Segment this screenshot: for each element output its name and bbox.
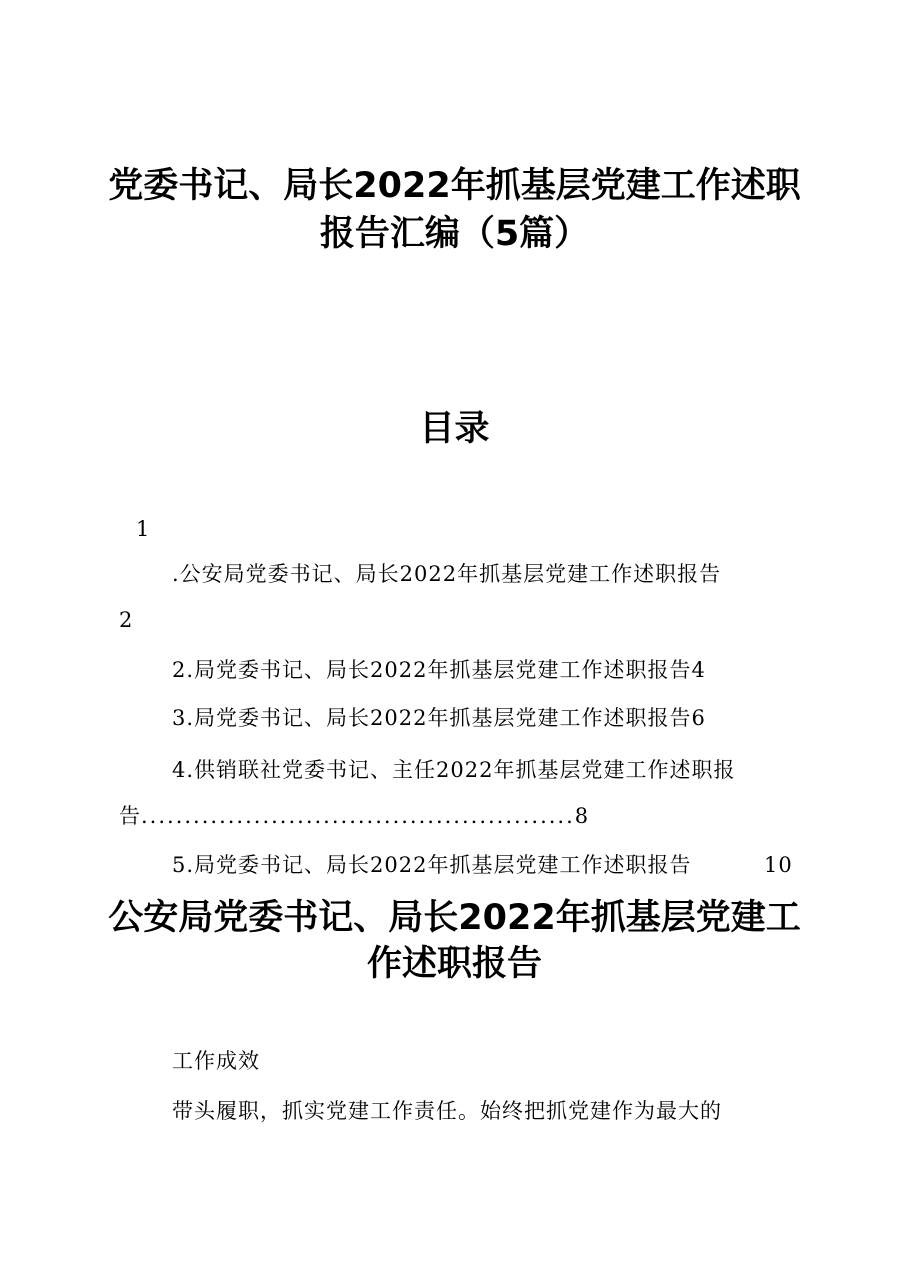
body-paragraph-1: 带头履职，抓实党建工作责任。始终把抓党建作为最大的 <box>172 1099 722 1123</box>
toc-entry-3[interactable]: 3.局党委书记、局长2022年抓基层党建工作述职报告6 <box>172 706 706 730</box>
toc-entry-4-page: 8 <box>574 804 590 828</box>
toc-entry-1[interactable] <box>172 560 721 588</box>
toc-entry-1-page: 2 <box>119 608 134 632</box>
toc-heading: 目录 <box>419 409 490 449</box>
toc-entry-4-last-char: 告 <box>119 804 141 828</box>
toc-entry-1-text: .公安局党委书记、局长2022年抓基层党建工作述职报告 <box>172 562 722 586</box>
toc-entry-5-text: 5.局党委书记、局长2022年抓基层党建工作述职报告 <box>172 853 692 877</box>
toc-entry-4-leader: .................................................. <box>141 804 575 828</box>
document-title-line2: 报告汇编（5篇） <box>319 214 590 254</box>
body-subheading: 工作成效 <box>172 1049 260 1073</box>
section-title-line1: 公安局党委书记、局长2022年抓基层党建工 <box>108 898 801 938</box>
section-title-line2: 作述职报告 <box>366 944 542 984</box>
toc-entry-5[interactable] <box>172 851 691 879</box>
toc-entry-2[interactable]: 2.局党委书记、局长2022年抓基层党建工作述职报告4 <box>172 658 706 682</box>
toc-entry-4[interactable]: 4.供销联社党委书记、主任2022年抓基层党建工作述职报 <box>172 758 736 782</box>
document-title-line1: 党委书记、局长2022年抓基层党建工作述职 <box>108 166 801 206</box>
toc-entry-5-page: 10 <box>764 853 793 877</box>
toc-stray-number: 1 <box>136 517 151 541</box>
toc-entry-4-continuation <box>119 802 589 830</box>
